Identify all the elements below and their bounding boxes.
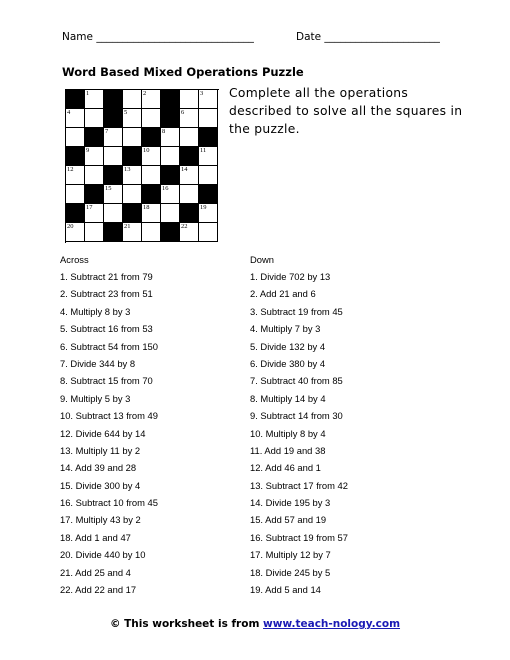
grid-clue-number: 14 xyxy=(181,166,188,173)
across-heading: Across xyxy=(60,254,89,265)
grid-clue-number: 2 xyxy=(143,90,147,97)
across-clue: 22. Add 22 and 17 xyxy=(60,584,137,596)
across-clue: 15. Divide 300 by 4 xyxy=(60,479,141,491)
grid-cell[interactable] xyxy=(123,166,142,185)
down-clue: 14. Divide 195 by 3 xyxy=(250,497,331,509)
grid-cell-black xyxy=(104,223,123,242)
grid-cell[interactable] xyxy=(66,166,85,185)
grid-cell[interactable] xyxy=(123,109,142,128)
grid-cell-black xyxy=(161,223,180,242)
grid-cell-black xyxy=(104,90,123,109)
grid-clue-number: 8 xyxy=(162,128,166,135)
grid-cell[interactable] xyxy=(180,109,199,128)
footer-credit xyxy=(0,618,510,630)
grid-clue-number: 19 xyxy=(200,204,207,211)
grid-clue-number: 3 xyxy=(200,90,204,97)
grid-cell-black xyxy=(85,128,104,147)
grid-cell[interactable] xyxy=(85,204,104,223)
grid-cell-black xyxy=(161,90,180,109)
grid-clue-number: 17 xyxy=(86,204,93,211)
across-clue: 7. Divide 344 by 8 xyxy=(60,357,136,369)
grid-cell[interactable] xyxy=(199,147,218,166)
across-clue: 6. Subtract 54 from 150 xyxy=(60,340,158,352)
instructions-text: Complete all the operations described to solve all the squares in the puzzle. xyxy=(229,86,463,136)
grid-cell-black xyxy=(199,185,218,204)
grid-cell[interactable] xyxy=(161,204,180,223)
grid-cell[interactable] xyxy=(66,185,85,204)
grid-cell-black xyxy=(66,147,85,166)
across-clue: 4. Multiply 8 by 3 xyxy=(60,305,131,317)
grid-cell-black xyxy=(180,204,199,223)
grid-cell-black xyxy=(123,204,142,223)
grid-clue-number: 6 xyxy=(181,109,185,116)
down-heading: Down xyxy=(250,254,274,265)
date-field-label: Date ______________________ xyxy=(296,31,440,43)
footer-prefix: © This worksheet is from xyxy=(109,618,264,630)
grid-cell[interactable] xyxy=(180,223,199,242)
across-clues xyxy=(60,254,158,601)
down-clue: 2. Add 21 and 6 xyxy=(250,288,316,300)
down-clue: 6. Divide 380 by 4 xyxy=(250,357,326,369)
grid-cell-black xyxy=(66,90,85,109)
grid-cell[interactable] xyxy=(161,147,180,166)
across-clue: 16. Subtract 10 from 45 xyxy=(60,497,158,509)
grid-cell[interactable] xyxy=(180,128,199,147)
grid-cell[interactable] xyxy=(123,128,142,147)
grid-cell[interactable] xyxy=(66,109,85,128)
footer-link[interactable]: www.teach-nology.com xyxy=(263,618,401,630)
grid-clue-number: 13 xyxy=(124,166,131,173)
grid-clue-number: 16 xyxy=(162,185,169,192)
grid-cell[interactable] xyxy=(104,128,123,147)
grid-cell[interactable] xyxy=(123,185,142,204)
grid-clue-number: 1 xyxy=(86,90,90,97)
grid-cell[interactable] xyxy=(104,204,123,223)
grid-clue-number: 4 xyxy=(67,109,71,116)
down-clue: 11. Add 19 and 38 xyxy=(250,444,326,456)
down-clue: 19. Add 5 and 14 xyxy=(250,584,321,596)
grid-cell[interactable] xyxy=(66,128,85,147)
grid-cell[interactable] xyxy=(180,90,199,109)
down-clue: 15. Add 57 and 19 xyxy=(250,514,327,526)
grid-clue-number: 5 xyxy=(124,109,128,116)
across-clue: 21. Add 25 and 4 xyxy=(60,566,131,578)
grid-clue-number: 22 xyxy=(181,223,188,230)
across-clue-list xyxy=(60,271,158,601)
down-clue: 1. Divide 702 by 13 xyxy=(250,271,331,282)
down-clue: 3. Subtract 19 from 45 xyxy=(250,305,343,317)
grid-cell[interactable] xyxy=(123,90,142,109)
grid-cell[interactable] xyxy=(199,109,218,128)
grid-cell[interactable] xyxy=(66,223,85,242)
grid-cell-black xyxy=(85,185,104,204)
grid-cell[interactable] xyxy=(161,185,180,204)
grid-clue-number: 10 xyxy=(143,147,150,154)
down-clue: 18. Divide 245 by 5 xyxy=(250,566,331,578)
down-clue: 4. Multiply 7 by 3 xyxy=(250,323,321,335)
grid-cell-black xyxy=(104,109,123,128)
grid-cell[interactable] xyxy=(161,128,180,147)
grid-cell[interactable] xyxy=(85,223,104,242)
grid-cell[interactable] xyxy=(142,204,161,223)
grid-cell-black xyxy=(104,166,123,185)
grid-cell-black xyxy=(142,128,161,147)
across-clue: 9. Multiply 5 by 3 xyxy=(60,392,131,404)
grid-cell[interactable] xyxy=(85,109,104,128)
worksheet-title: Word Based Mixed Operations Puzzle xyxy=(62,65,304,79)
grid-cell-black xyxy=(123,147,142,166)
grid-cell[interactable] xyxy=(85,147,104,166)
name-field-label: Name ______________________________ xyxy=(62,31,254,43)
across-clue: 18. Add 1 and 47 xyxy=(60,531,131,543)
grid-cell-black xyxy=(142,185,161,204)
grid-cell[interactable] xyxy=(142,147,161,166)
grid-cell[interactable] xyxy=(85,166,104,185)
grid-cell[interactable] xyxy=(180,166,199,185)
grid-clue-number: 12 xyxy=(67,166,74,173)
grid-clue-number: 20 xyxy=(67,223,74,230)
across-clue: 17. Multiply 43 by 2 xyxy=(60,514,141,526)
grid-cell[interactable] xyxy=(142,109,161,128)
crossnumber-grid xyxy=(65,89,219,243)
down-clue: 8. Multiply 14 by 4 xyxy=(250,392,326,404)
across-clue: 20. Divide 440 by 10 xyxy=(60,549,146,561)
down-clues xyxy=(250,254,348,601)
across-clue: 10. Subtract 13 from 49 xyxy=(60,410,158,422)
grid-cell[interactable] xyxy=(142,223,161,242)
across-clue: 2. Subtract 23 from 51 xyxy=(60,288,153,300)
grid-clue-number: 9 xyxy=(86,147,90,154)
down-clue: 5. Divide 132 by 4 xyxy=(250,340,326,352)
grid-cell[interactable] xyxy=(199,166,218,185)
down-clue: 9. Subtract 14 from 30 xyxy=(250,410,343,422)
across-clue: 13. Multiply 11 by 2 xyxy=(60,444,141,456)
grid-clue-number: 7 xyxy=(105,128,109,135)
grid-cell[interactable] xyxy=(199,204,218,223)
grid-cell-black xyxy=(161,109,180,128)
grid-cell[interactable] xyxy=(104,185,123,204)
grid-cell[interactable] xyxy=(142,166,161,185)
down-clue: 13. Subtract 17 from 42 xyxy=(250,479,348,491)
grid-cell-black xyxy=(161,166,180,185)
grid-clue-number: 15 xyxy=(105,185,112,192)
grid-clue-number: 18 xyxy=(143,204,150,211)
grid-clue-number: 11 xyxy=(200,147,207,154)
grid-cell-black xyxy=(180,147,199,166)
down-clue-list xyxy=(250,271,348,601)
grid-cell[interactable] xyxy=(199,90,218,109)
across-clue: 5. Subtract 16 from 53 xyxy=(60,323,153,335)
across-clue: 8. Subtract 15 from 70 xyxy=(60,375,153,387)
across-clue: 1. Subtract 21 from 79 xyxy=(60,271,153,282)
grid-cell[interactable] xyxy=(85,90,104,109)
grid-cell[interactable] xyxy=(142,90,161,109)
down-clue: 12. Add 46 and 1 xyxy=(250,462,321,474)
grid-cell[interactable] xyxy=(180,185,199,204)
across-clue: 14. Add 39 and 28 xyxy=(60,462,137,474)
grid-cell[interactable] xyxy=(123,223,142,242)
grid-cell[interactable] xyxy=(199,223,218,242)
down-clue: 16. Subtract 19 from 57 xyxy=(250,531,348,543)
across-clue: 12. Divide 644 by 14 xyxy=(60,427,146,439)
grid-clue-number: 21 xyxy=(124,223,131,230)
grid-cell[interactable] xyxy=(104,147,123,166)
down-clue: 7. Subtract 40 from 85 xyxy=(250,375,343,387)
grid-cell-black xyxy=(66,204,85,223)
down-clue: 10. Multiply 8 by 4 xyxy=(250,427,326,439)
down-clue: 17. Multiply 12 by 7 xyxy=(250,549,331,561)
grid-cell-black xyxy=(199,128,218,147)
